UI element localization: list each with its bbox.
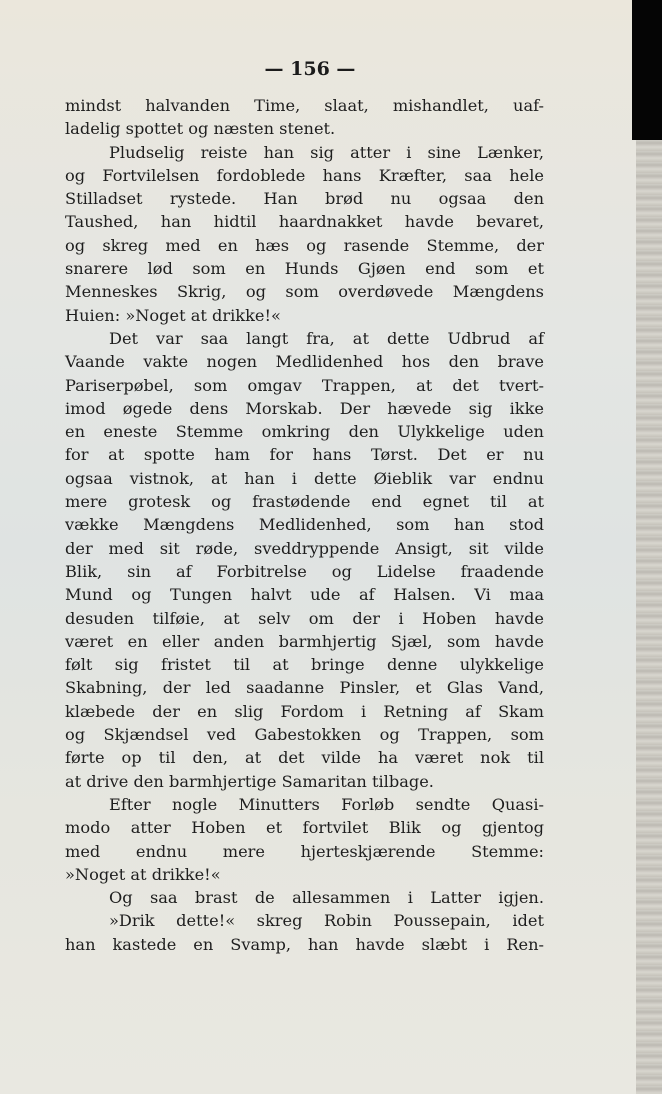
text-line: ogsaa vistnok, at han i dette Øieblik var endnu bbox=[65, 468, 544, 488]
text-line: og Fortvilelsen fordoblede hans Kræfter, saa hele bbox=[65, 165, 544, 185]
text-line: førte op til den, at det vilde ha været nok til bbox=[65, 748, 544, 768]
text-line: mere grotesk og frastødende end egnet til at bbox=[65, 492, 544, 512]
scan-border-lower bbox=[636, 140, 662, 1094]
text-line: og skreg med en hæs og rasende Stemme, der bbox=[65, 235, 544, 255]
text-line: en eneste Stemme omkring den Ulykkelige uden bbox=[65, 422, 544, 442]
scan-border bbox=[632, 0, 662, 140]
text-line: følt sig fristet til at bringe denne ulykkelige bbox=[65, 655, 544, 675]
text-line: Blik, sin af Forbitrelse og Lidelse fraadende bbox=[65, 561, 544, 581]
text-line: at drive den barmhjertige Samaritan tilbage. bbox=[65, 771, 434, 791]
text-line: der med sit røde, sveddryppende Ansigt, sit vilde bbox=[65, 538, 544, 558]
text-line: Huien: »Noget at drikke!« bbox=[65, 305, 281, 325]
text-line: Pludselig reiste han sig atter i sine Lænker, bbox=[109, 142, 544, 162]
text-line: vække Mængdens Medlidenhed, som han stod bbox=[65, 515, 544, 535]
text-line: Det var saa langt fra, at dette Udbrud af bbox=[109, 328, 544, 348]
text-line: Vaande vakte nogen Medlidenhed hos den brave bbox=[65, 352, 544, 372]
body-text bbox=[65, 94, 544, 956]
page-number: — 156 — bbox=[264, 58, 356, 80]
text-line: med endnu mere hjerteskjærende Stemme: bbox=[65, 841, 544, 861]
text-line: Og saa brast de allesammen i Latter igjen. bbox=[109, 888, 544, 908]
text-line: Menneskes Skrig, og som overdøvede Mængdens bbox=[65, 282, 544, 302]
text-line: Stilladset rystede. Han brød nu ogsaa den bbox=[65, 189, 544, 209]
text-line: for at spotte ham for hans Tørst. Det er nu bbox=[65, 445, 544, 465]
text-line: han kastede en Svamp, han havde slæbt i Ren- bbox=[65, 934, 544, 954]
text-line: Mund og Tungen halvt ude af Halsen. Vi maa bbox=[65, 585, 544, 605]
text-line: mindst halvanden Time, slaat, mishandlet, uaf- bbox=[65, 96, 544, 115]
text-line: modo atter Hoben et fortvilet Blik og gjentog bbox=[65, 818, 544, 838]
text-line: Skabning, der led saadanne Pinsler, et Glas Vand, bbox=[65, 678, 544, 698]
text-line: »Noget at drikke!« bbox=[65, 864, 221, 884]
text-line: været en eller anden barmhjertig Sjæl, som havde bbox=[65, 631, 544, 651]
text-line: Taushed, han hidtil haardnakket havde bevaret, bbox=[65, 212, 544, 232]
text-line: ladelig spottet og næsten stenet. bbox=[65, 119, 336, 139]
text-line: og Skjændsel ved Gabestokken og Trappen, som bbox=[65, 725, 544, 745]
text-line: imod øgede dens Morskab. Der hævede sig ikke bbox=[65, 398, 544, 418]
text-line: »Drik dette!« skreg Robin Poussepain, idet bbox=[109, 911, 544, 931]
text-line: desuden tilføie, at selv om der i Hoben havde bbox=[65, 608, 544, 628]
text-line: klæbede der en slig Fordom i Retning af Skam bbox=[65, 701, 544, 721]
text-line: snarere lød som en Hunds Gjøen end som et bbox=[65, 259, 544, 279]
text-line: Pariserpøbel, som omgav Trappen, at det tvert- bbox=[65, 375, 544, 395]
text-line: Efter nogle Minutters Forløb sendte Quasi- bbox=[109, 794, 544, 814]
